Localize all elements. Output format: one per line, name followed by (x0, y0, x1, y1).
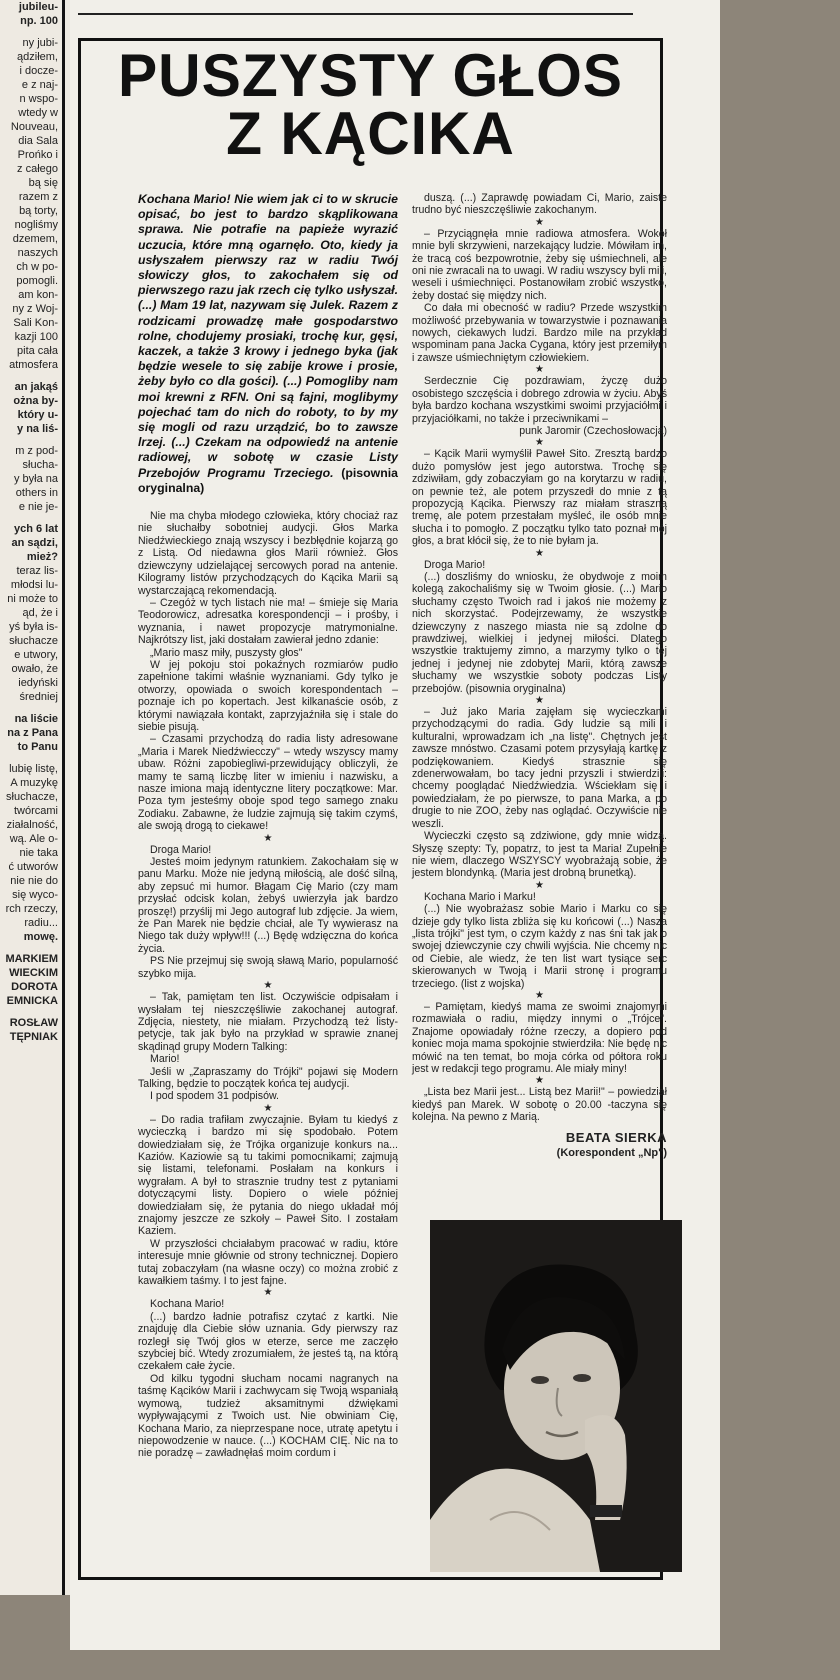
adjacent-text-line (0, 28, 62, 36)
article-paragraph: PS Nie przejmuj się swoją sławą Mario, popularność szybko mija. (138, 955, 398, 980)
article-paragraph: – Przyciągnęła mnie radiowa atmosfera. Wokół mnie byli skrzywieni, narzekający ludzie. Mówiłam im, że tracą coś bezpowrotnie, żeby się uśmiechneli, ale oni nie zwracali na to uwagi. W radiu wszyscy byli mili, weseli i uśmiechnięci. Postanowiłam zrobić wszystko, żeby dostać się między nich. (412, 227, 667, 302)
adjacent-text-line: to Panu (17, 741, 58, 753)
author-name: BEATA SIERKA (565, 1129, 667, 1145)
adjacent-text-line: mież? (26, 551, 58, 563)
adjacent-text-line: iedyński (18, 677, 58, 689)
adjacent-text-line: m z pod- (15, 445, 58, 457)
adjacent-text-line: ąd, że i (22, 607, 58, 619)
article-paragraph: – Już jako Maria zajęłam się wycieczkami przychodzącymi do radia. Gdy ludzie są mili i kulturalni, wprowadzam ich „na listę". Chętnych jest zawsze mnóstwo. Czasami potem przysyłają kartkę z podziękowaniem. Kiedyś strasznie się zdenerwowałam, bo tacy jedni przyszli i stwierdzili: chcemy pooglądać Niedźwiedzia. Wściekłam się i powiedziałam, że po pierwsze, to pana Marka, a po drugie to nie ZOO, żeby nas oglądać. Oczywiście nie weszli. (412, 706, 667, 830)
article-paragraph: duszą. (...) Zaprawdę powiadam Ci, Mario, zaiste trudno być nieszczęśliwie zakochanym. (412, 192, 667, 217)
adjacent-text-line: e nie je- (18, 501, 58, 513)
section-star: ★ (535, 437, 544, 449)
adjacent-text-line: kazji 100 (14, 331, 58, 343)
section-star: ★ (535, 1075, 544, 1087)
adjacent-text-line: nogliśmy (14, 219, 58, 231)
article-paragraph: Nie ma chyba młodego człowieka, który chociaż raz nie słuchałby sobotniej audycji. Głos Marka Niedźwieckiego znają wszyscy i bezbłędnie kojarzą go z Listą. Od niedawna głos Marii również. Głos dziewczyny udzielającej sercowych porad na antenie. Kilogramy listów przychodzących do Kącika Marii są wystarczającą rekomendacją. (138, 510, 398, 597)
adjacent-article-text (0, 0, 65, 1595)
adjacent-text-line: ni może to (7, 593, 58, 605)
adjacent-text-line: mowę. (23, 931, 58, 943)
adjacent-article-strip (0, 0, 70, 1595)
article-paragraph: Od kilku tygodni słucham nocami nagranych na taśmę Kącików Marii i zachwycam się Twoją wspaniałą wymową, tudzież aksamitnymi dźwiękami wypływającymi z Twoich ust. Nie obwiniam Cię, Kochana Mario, za nieprzespane noce, utratę apetytu i niepowodzenie w nauce. (...) KOCHAM CIĘ. Nic na to nie poradzę – zawładnęłaś moim cordum i (138, 1372, 398, 1460)
article-paragraph: – Tak, pamiętam ten list. Oczywiście odpisałam i wysłałam tej nieszczęśliwie zakochanej autograf. Zdjęcia, niestety, nie miałam. Przychodzą też listy-petycje, tak jak było na przykład w sprawie znanej skądinąd grupy Modern Talking: (138, 991, 398, 1053)
adjacent-text-line (0, 704, 62, 712)
adjacent-text-line: słucha- (22, 459, 58, 471)
article-paragraph: Co dała mi obecność w radiu? Przede wszystkim możliwość przebywania w towarzystwie i poznawania nowych, ciekawych ludzi. Bardzo mile na przykład wspominam pana Jacka Cygana, który jest przemiłym i zawsze uśmiechniętym człowiekiem. (412, 302, 667, 364)
adjacent-text-line: ożna by- (13, 395, 58, 407)
adjacent-text-line: ny z Woj- (12, 303, 58, 315)
article-paragraph: Kochana Mario i Marku! (424, 890, 536, 903)
adjacent-text-line: który u- (17, 409, 58, 421)
adjacent-text-line: EMNICKA (6, 995, 58, 1007)
article-paragraph: Droga Mario! (150, 843, 212, 856)
adjacent-text-line: an sądzi, (11, 537, 58, 549)
adjacent-text-line: bą torty, (19, 205, 58, 217)
top-rule (78, 13, 633, 15)
adjacent-text-line: DOROTA (11, 981, 58, 993)
adjacent-text-line: TĘPNIAK (9, 1031, 58, 1043)
adjacent-text-line: Sali Kon- (13, 317, 58, 329)
adjacent-text-line: naszych (17, 247, 58, 259)
author-role: (Korespondent „Np") (556, 1147, 667, 1160)
adjacent-text-line: ych 6 lat (13, 523, 58, 535)
section-star: ★ (535, 695, 544, 707)
article-paragraph: Kochana Mario! (150, 1298, 225, 1311)
adjacent-text-line: i docze- (19, 65, 58, 77)
newspaper-page (70, 0, 720, 1650)
article-column-1 (138, 192, 398, 1460)
adjacent-text-line: ądziłem, (17, 51, 58, 63)
adjacent-text-line: Nouveau, (10, 121, 58, 133)
section-star: ★ (263, 980, 273, 992)
article-paragraph: W jej pokoju stoi pokaźnych rozmiarów pudło zapełnione takimi właśnie wyznaniami. Gdy tylko je otworzy, opowiada o swoich korespondentach – poznaje ich po kopertach. Jest kilkanaście osób, z którymi nawiązała kontakt, zaprzyjaźniła się i stale do siebie pisują. (138, 658, 398, 733)
adjacent-text-line: średniej (19, 691, 58, 703)
article-paragraph: – Kącik Marii wymyślił Paweł Sito. Zresztą bardzo dużo pomysłów jest jego autorstwa. Trochę się zdziwiłam, gdy zobaczyłam go na korytarzu w radiu, on pewnie też, ale potem przyszedł do mnie z tą propozycją Kącika. Pierwszy raz miałam straszną tremę, ale potem przestałam myśleć, ile osób mnie słucha i to pomogło. Z początku tylko tato poznał mój głos, a brat kłócił się, że to nie byłam ja. (412, 448, 667, 548)
section-star: ★ (535, 364, 544, 376)
article-paragraph: Jeśli w „Zapraszamy do Trójki" pojawi się Modern Talking, będzie to początek końca tej audycji. (138, 1065, 398, 1090)
adjacent-text-line: jubileu- (18, 1, 58, 13)
article-paragraph: Serdecznie Cię pozdrawiam, życzę dużo osobistego szczęścia i dobrego zdrowia w życiu. Abyś była bardzo kochana wszystkimi swoimi przyjaciółmi i przyjaciółkami, no także i przeciwnikami – (412, 375, 667, 425)
adjacent-text-line: y była na (13, 473, 58, 485)
section-star: ★ (535, 879, 544, 891)
section-star: ★ (535, 989, 544, 1001)
adjacent-text-line: się wyco- (12, 889, 58, 901)
article-paragraph: – Czasami przychodzą do radia listy adresowane „Maria i Marek Niedźwiecczy" – wtedy wszyscy mamy ubaw. Różni zapobiegliwi-przewidujący obliczyli, że mamy te samą liczbę liter w imieniu i nazwisku, a nasze imiona mają identyczne litery początkowe: Mar. Poza tym jesteśmy oboje spod tego samego znaku Zodiaku. Zabawne, że ludzie zajmują się takim czymś, ale swoją drogą to ciekawe! (138, 733, 398, 833)
article-paragraph: (...) Nie wyobrażasz sobie Mario i Marku co się dzieje gdy tylko lista zbliża się ku końcowi (...) Nasza „lista trójki" jest tym, o czym każdy z nas śni tak jak o swojej dziewczynie czy chwili wyjścia. Nie chcemy nic od Ciebie, ale wiedz, że ten list wart tysiące serc skierowanych w Twoją i Marii stronę i programu trzeciego. (list z wojska) (412, 903, 667, 990)
adjacent-text-line: ch w po- (16, 261, 58, 273)
adjacent-text-line: e z naj- (21, 79, 58, 91)
adjacent-text-line: lubię listę, (9, 763, 58, 775)
adjacent-text-line: nie nie do (10, 875, 58, 887)
lead-letter (138, 192, 398, 496)
adjacent-text-line: z całego (17, 163, 58, 175)
portrait-photo (430, 1220, 682, 1572)
article-paragraph: Jesteś moim jedynym ratunkiem. Zakochałam się w panu Marku. Może nie jedyną miłością, ale dość silną, aby zepsuć mi humor. Błagam Cię Mario (czy mam przysłać odcisk kolan, żebyś uwierzyła jak bardzo proszę!) przyślij mi Jego autograf lub zdjęcie. Ja wiem, że Pan Marek nie będzie chciał, ale Ty wywierasz na Niego tak duży wpływ!!! (...) Będę wdzięczna do końca życia. (138, 856, 398, 955)
adjacent-text-line: yś była is- (9, 621, 58, 633)
adjacent-text-line: y na liś- (17, 423, 58, 435)
adjacent-text-line: młodsi lu- (10, 579, 58, 591)
article-paragraph: punk Jaromir (Czechosłowacja) (519, 424, 667, 437)
adjacent-text-line: pita cała (17, 345, 58, 357)
headline-line-2: Z KĄCIKA (226, 100, 515, 167)
article-paragraph: Mario! (150, 1053, 180, 1066)
adjacent-text-line: bą się (28, 177, 58, 189)
adjacent-text-line (0, 1008, 62, 1016)
article-paragraph: Droga Mario! (424, 558, 486, 571)
adjacent-text-line: wtedy w (18, 107, 58, 119)
lead-text: Kochana Mario! Nie wiem jak ci to w skrucie opisać, bo jest to bardzo skąplikowana sprawa. Nie potrafie na papieże wyrazić uczucia, które mną ogarnęło. Oto, kiedy ja usłyszałem pierwszy raz w radiu Twój słowiczy głos, to zakochałem się od pierwszego razu jak rzech cię tylko usłyszał. (...) Mam 19 lat, nazywam się Julek. Razem z rodzicami prowadzę małe gospodarstwo rolne, chodujemy prosiaki, trochę kur, gęsi, kaczek, a także 3 krowy i jednego byka (jak będzie wesele to się zabije krowe i prosie, żeby było co dla gości). (...) Pomogliby nam moi krewni z RFN. Oni są fajni, moglibymy pojechać tam do nich do roboty, to by my się mogli od razu urządzić, bo to zawsze lrzej. (...) Czekam na odpowiedź na antenie radiowej, w sobotę w czasie Listy Przebojów Programu Trzeciego. (138, 192, 398, 480)
article-paragraph: – Do radia trafiłam zwyczajnie. Byłam tu kiedyś z wycieczką i bardzo mi się spodobało. Potem dowiedziałam się, że Trójka organizuje konkurs na... Kaziów. Kaziowie są tu takimi pomocnikami; zajmują się listami, telefonami. Posłałam na konkurs i wygrałam. A był to strasznie trudny test z pytaniami dotyczącymi listy. Dopiero o wiele później dowiedziałam się, że pytania do niego układał mój znajomy jeszcze ze szkoły – Paweł Sito. I zostałam Kaziem. (138, 1113, 398, 1238)
adjacent-text-line: owało, że (11, 663, 58, 675)
adjacent-text-line: teraz lis- (16, 565, 58, 577)
article-paragraph: I pod spodem 31 podpisów. (150, 1090, 279, 1103)
adjacent-text-line: ziałalność, (6, 819, 58, 831)
column-2-body (412, 192, 667, 1124)
adjacent-text-line: dzemem, (12, 233, 58, 245)
adjacent-text-line: wą. Ale o- (9, 833, 58, 845)
section-star: ★ (263, 832, 273, 844)
adjacent-text-line: razem z (18, 191, 58, 203)
section-star: ★ (263, 1102, 273, 1114)
adjacent-text-line: atmosfera (9, 359, 58, 371)
adjacent-text-line: an jakąś (14, 381, 58, 393)
article-paragraph: W przyszłości chciałabym pracować w radiu, które interesuje mnie głównie od strony technicznej. Dopiero tutaj zobaczyłam (na własne oczy) co można zrobić z kawałkiem taśmy. I to jest fajne. (138, 1237, 398, 1288)
adjacent-text-line: rch rzeczy, (5, 903, 58, 915)
adjacent-text-line: słuchacze, (6, 791, 58, 803)
adjacent-text-line: radiu... (24, 917, 58, 929)
adjacent-text-line: na z Pana (7, 727, 58, 739)
adjacent-text-line: am kon- (18, 289, 58, 301)
adjacent-text-line: ny jubi- (22, 37, 58, 49)
section-star: ★ (535, 547, 544, 559)
section-star: ★ (535, 216, 544, 228)
adjacent-text-line: ć utworów (8, 861, 58, 873)
article-paragraph: (...) doszliśmy do wniosku, że obydwoje z moim kolegą zakochaliśmy się w Twoim głosie. (...) Mario słuchamy często Twoich rad i jakoś nie możemy z nich skorzystać. Podejrzewamy, że wszystkie dziewczyny z naszego miasta nie są zdolne do prawdziwej, wielkiej i jedynej miłości. Dlatego wszystkie traktujemy zimno, a marzymy tylko o tej jednej i jedynej nie zdobytej Marii, którą zawsze słuchamy we wszystkie soboty podczas Listy przebojów. (pisownia oryginalna) (412, 570, 667, 695)
article-paragraph: „Mario masz miły, puszysty głos" (150, 646, 303, 659)
lead-signature: (pisownia oryginalna) (138, 465, 398, 495)
adjacent-text-line: twórcami (13, 805, 58, 817)
headline (87, 42, 654, 167)
adjacent-text-line: MARKIEM (5, 953, 58, 965)
portrait-image (430, 1220, 682, 1572)
adjacent-text-line (0, 372, 62, 380)
adjacent-text-line (0, 436, 62, 444)
article-paragraph: – Pamiętam, kiedyś mama ze swoimi znajomymi rozmawiała o radiu, między innymi o „Trójce". Znajome opowiadały różne rzeczy, a dopiero pod koniec moja mama spokojnie stwierdziła: Nie będę nic mówić na ten temat, bo moja córka od półtora roku jest w redakcji tego programu. Ale miały miny! (412, 1000, 667, 1075)
adjacent-text-line (0, 754, 62, 762)
section-star: ★ (263, 1287, 273, 1299)
adjacent-text-line (0, 944, 62, 952)
column-1-body (138, 510, 398, 1460)
adjacent-text-line: Prońko i (17, 149, 58, 161)
adjacent-text-line: pomogli. (16, 275, 58, 287)
adjacent-text-line: n wspo- (19, 93, 58, 105)
adjacent-text-line: A muzykę (10, 777, 58, 789)
adjacent-text-line: e utwory, (14, 649, 58, 661)
adjacent-text-line (0, 514, 62, 522)
article-paragraph: – Czegóż w tych listach nie ma! – śmieje się Maria Teodorowicz, adresatka korespondencji – i prośby, i wyznania, i nawet propozycje matrymonialne. Najkrótszy list, jaki dostałam zawierał jedno zdanie: (138, 596, 398, 647)
adjacent-text-line: np. 100 (20, 15, 58, 27)
adjacent-text-line: dia Sala (18, 135, 58, 147)
adjacent-text-line: ROSŁAW (9, 1017, 58, 1029)
headline-line-1: PUSZYSTY GŁOS (117, 42, 624, 109)
adjacent-text-line: na liście (14, 713, 58, 725)
article-column-2 (412, 192, 667, 1159)
article-paragraph: (...) bardzo ładnie potrafisz czytać z kartki. Nie znajduję dla Ciebie słów uznania. Gdy pierwszy raz rozległ się Twój głos w eterze, serce me zaczęło szybciej bić. Wtedy zrozumiałem, że jesteś tą, na którą czekałem całe życie. (138, 1310, 398, 1373)
adjacent-text-line: others in (15, 487, 58, 499)
adjacent-text-line: nie taka (19, 847, 58, 859)
article-paragraph: Wycieczki często są zdziwione, gdy mnie widzą. Słyszę szepty: Ty, popatrz, to jest ta Maria! Zupełnie nie wiem, dlaczego WSZYSCY wyobrażają sobie, że jestem blondynką. (Maria jest drobną brunetką). (412, 830, 667, 880)
adjacent-text-line: słuchacze (9, 635, 58, 647)
adjacent-text-line: WIECKIM (9, 967, 58, 979)
article-paragraph: „Lista bez Marii jest... Listą bez Marii!" – powiedział kiedyś pan Marek. W sobotę o 20.00 -taczyna się kolejna. Na pewno z Marią. (412, 1086, 667, 1124)
